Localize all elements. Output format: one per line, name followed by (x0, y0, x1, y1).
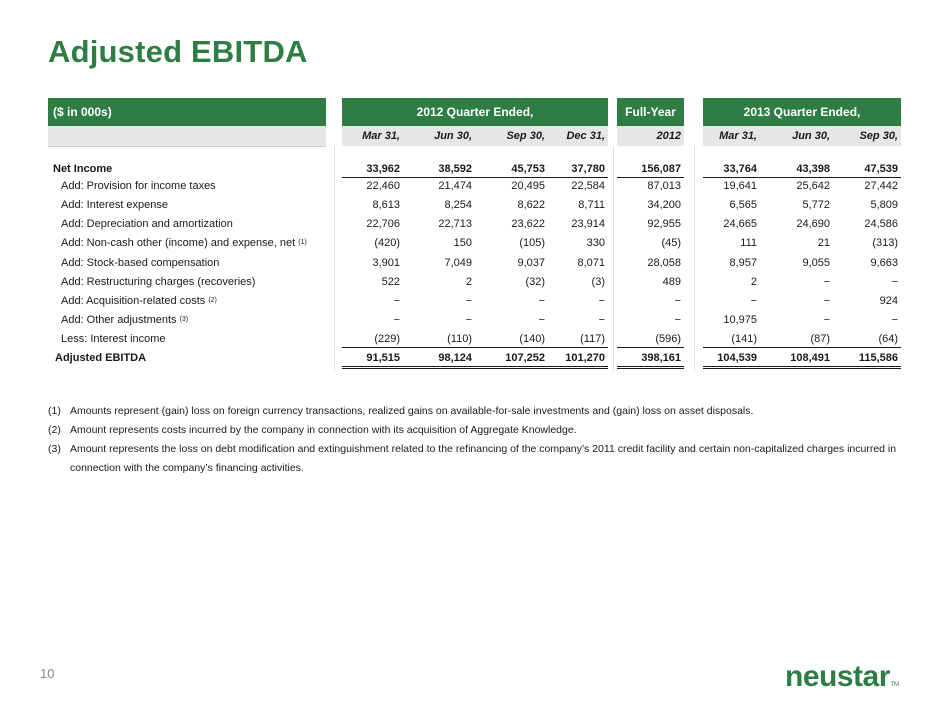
table-cell: (420) (374, 236, 400, 249)
table-cell: (141) (731, 332, 757, 345)
table-cell: (596) (655, 332, 681, 345)
footnotes (48, 402, 898, 478)
column-separator (334, 146, 335, 371)
table-cell: − (465, 294, 472, 307)
table-cell: 5,809 (870, 198, 898, 211)
group-2013-header (703, 98, 901, 126)
row-label-text: Add: Interest expense (61, 198, 169, 211)
table-row (48, 214, 901, 233)
table-cell: 98,124 (438, 351, 472, 364)
table-cell: (87) (810, 332, 830, 345)
column-header: Mar 31, (719, 130, 757, 142)
row-label (61, 253, 219, 272)
table-cell: − (598, 313, 605, 326)
table-cell: 91,515 (366, 351, 400, 364)
table-cell: − (823, 313, 830, 326)
row-label-text: Net Income (53, 162, 113, 175)
table-cell: 398,161 (641, 351, 681, 364)
table-cell: 27,442 (864, 179, 898, 192)
group-2012-header (342, 98, 608, 126)
row-label (61, 291, 217, 310)
table-cell: (110) (447, 332, 472, 345)
table-cell: (140) (519, 332, 545, 345)
logo-tm: TM (890, 682, 899, 688)
row-rule (703, 177, 901, 178)
row-label-text: Add: Depreciation and amortization (61, 217, 233, 230)
table-cell: 24,665 (723, 217, 757, 230)
group-2013-label: 2013 Quarter Ended, (743, 105, 861, 119)
table-cell: 19,641 (723, 179, 757, 192)
column-header: Jun 30, (434, 130, 472, 142)
footnote-number: (1) (48, 405, 61, 417)
table-cell: 2 (465, 275, 472, 288)
table-cell: 10,975 (723, 313, 757, 326)
row-label-text: Add: Stock-based compensation (61, 256, 220, 269)
table-cell: 43,398 (796, 162, 830, 175)
table-row (48, 253, 901, 272)
table-row (48, 329, 901, 348)
table-cell: 115,586 (858, 351, 898, 364)
table-cell: − (823, 275, 830, 288)
table-cell: (3) (591, 275, 605, 288)
table-cell: − (598, 294, 605, 307)
row-rule (342, 177, 608, 178)
footnote (48, 421, 898, 440)
table-cell: 47,539 (864, 162, 898, 175)
table-cell: 8,613 (372, 198, 400, 211)
table-cell: 111 (740, 236, 757, 249)
row-label-text: Less: Interest income (61, 332, 166, 345)
total-double-rule (342, 366, 608, 369)
footnote-ref: (2) (208, 297, 217, 304)
table-cell: 37,780 (571, 162, 605, 175)
table-cell: 5,772 (802, 198, 830, 211)
row-label (61, 329, 166, 348)
column-header: Dec 31, (566, 130, 605, 142)
footnote-number: (3) (48, 443, 61, 455)
table-cell: 7,049 (444, 256, 472, 269)
row-label (61, 233, 307, 252)
table-cell: 34,200 (647, 198, 681, 211)
table-cell: (45) (661, 236, 681, 249)
header-rule (48, 146, 326, 147)
table-row (48, 348, 901, 367)
table-cell: 9,663 (870, 256, 898, 269)
table-cell: 24,690 (796, 217, 830, 230)
table-cell: 21 (817, 236, 830, 249)
footnote-number: (2) (48, 424, 61, 436)
total-double-rule (703, 366, 901, 369)
table-cell: 38,592 (438, 162, 472, 175)
subheader-blank (48, 126, 326, 146)
row-label (55, 348, 146, 367)
table-cell: (313) (872, 236, 898, 249)
table-cell: 22,713 (438, 217, 472, 230)
row-rule (703, 347, 901, 348)
table-row (48, 195, 901, 214)
table-cell: 6,565 (729, 198, 757, 211)
table-cell: 107,252 (505, 351, 545, 364)
table-cell: − (538, 294, 545, 307)
neustar-logo (785, 660, 899, 694)
table-cell: 522 (381, 275, 400, 288)
table-cell: 23,914 (571, 217, 605, 230)
table-cell: 8,254 (444, 198, 472, 211)
column-header: Sep 30, (506, 130, 545, 142)
table-cell: (64) (878, 332, 898, 345)
table-cell: 101,270 (565, 351, 605, 364)
units-header (48, 98, 326, 126)
table-cell: 22,460 (366, 179, 400, 192)
table-row (48, 272, 901, 291)
table-row (48, 291, 901, 310)
column-header: Jun 30, (792, 130, 830, 142)
full-year-header (617, 98, 684, 126)
table-cell: − (891, 275, 898, 288)
row-label-text: Add: Other adjustments (61, 313, 177, 326)
row-label-text: Adjusted EBITDA (55, 351, 147, 364)
column-header: 2012 (656, 130, 681, 142)
row-label (61, 176, 216, 195)
table-cell: − (393, 313, 400, 326)
column-header: Mar 31, (362, 130, 400, 142)
row-label-text: Add: Restructuring charges (recoveries) (61, 275, 256, 288)
table-cell: 24,586 (864, 217, 898, 230)
total-double-rule (617, 366, 684, 369)
table-cell: 489 (662, 275, 681, 288)
table-cell: 33,764 (723, 162, 757, 175)
table-cell: 33,962 (366, 162, 400, 175)
table-row (48, 310, 901, 329)
table-cell: 87,013 (647, 179, 681, 192)
table-cell: − (891, 313, 898, 326)
footnote-ref: (3) (179, 316, 189, 323)
footnote-text: Amounts represent (gain) loss on foreign currency transactions, realized gains on available-for-sale investments and (gain) loss on asset disposals. (70, 405, 754, 417)
table-cell: 2 (750, 275, 757, 288)
full-year-label: Full-Year (625, 105, 676, 119)
table-cell: 45,753 (511, 162, 545, 175)
table-cell: 21,474 (438, 179, 472, 192)
table-cell: 8,071 (577, 256, 605, 269)
table-cell: − (674, 294, 681, 307)
table-cell: − (823, 294, 830, 307)
table-cell: (117) (580, 332, 605, 345)
table-row (48, 233, 901, 252)
row-label (61, 214, 233, 233)
table-cell: 9,055 (802, 256, 830, 269)
table-cell: 8,957 (729, 256, 757, 269)
table-cell: − (465, 313, 472, 326)
column-separator (613, 146, 614, 371)
table-cell: 20,495 (511, 179, 545, 192)
page-title: Adjusted EBITDA (48, 34, 308, 69)
column-separator (694, 146, 695, 371)
group-2012-label: 2012 Quarter Ended, (416, 105, 534, 119)
row-label (61, 195, 168, 214)
table-cell: 22,584 (571, 179, 605, 192)
table-cell: (229) (374, 332, 400, 345)
table-cell: 9,037 (517, 256, 545, 269)
table-cell: 104,539 (717, 351, 757, 364)
table-cell: − (750, 294, 757, 307)
logo-text: neustar (785, 660, 890, 693)
table-cell: 92,955 (647, 217, 681, 230)
footnote-ref: (1) (298, 239, 307, 246)
table-cell: − (538, 313, 545, 326)
row-rule (617, 177, 684, 178)
table-cell: 156,087 (641, 162, 681, 175)
table-cell: 8,622 (517, 198, 545, 211)
table-cell: − (393, 294, 400, 307)
footnote (48, 440, 898, 478)
table-cell: 330 (586, 236, 605, 249)
table-cell: (105) (519, 236, 545, 249)
table-cell: 23,622 (511, 217, 545, 230)
page-number: 10 (40, 666, 55, 681)
table-cell: − (674, 313, 681, 326)
row-label (61, 272, 255, 291)
table-cell: 22,706 (366, 217, 400, 230)
row-rule (342, 347, 608, 348)
footnote-text: Amount represents costs incurred by the company in connection with its acquisition of Aggregate Knowledge. (70, 424, 577, 436)
table-cell: 150 (453, 236, 472, 249)
table-cell: 8,711 (578, 198, 605, 211)
row-rule (617, 347, 684, 348)
table-cell: (32) (525, 275, 545, 288)
column-header: Sep 30, (859, 130, 898, 142)
table-cell: 28,058 (647, 256, 681, 269)
units-label: ($ in 000s) (53, 105, 112, 119)
table-cell: 3,901 (372, 256, 400, 269)
table-row (48, 176, 901, 195)
row-label-text: Add: Acquisition-related costs (61, 294, 206, 307)
footnote (48, 402, 898, 421)
table-cell: 924 (879, 294, 898, 307)
row-label (61, 310, 188, 329)
row-label-text: Add: Non-cash other (income) and expense, net (61, 236, 296, 249)
table-cell: 25,642 (796, 179, 830, 192)
footnote-text: Amount represents the loss on debt modification and extinguishment related to the refinancing of the company’s 2011 credit facility and certain non-capitalized charges incurred in connection with the company’s financing activities. (70, 443, 897, 474)
row-label-text: Add: Provision for income taxes (61, 179, 216, 192)
table-cell: 108,491 (790, 351, 830, 364)
